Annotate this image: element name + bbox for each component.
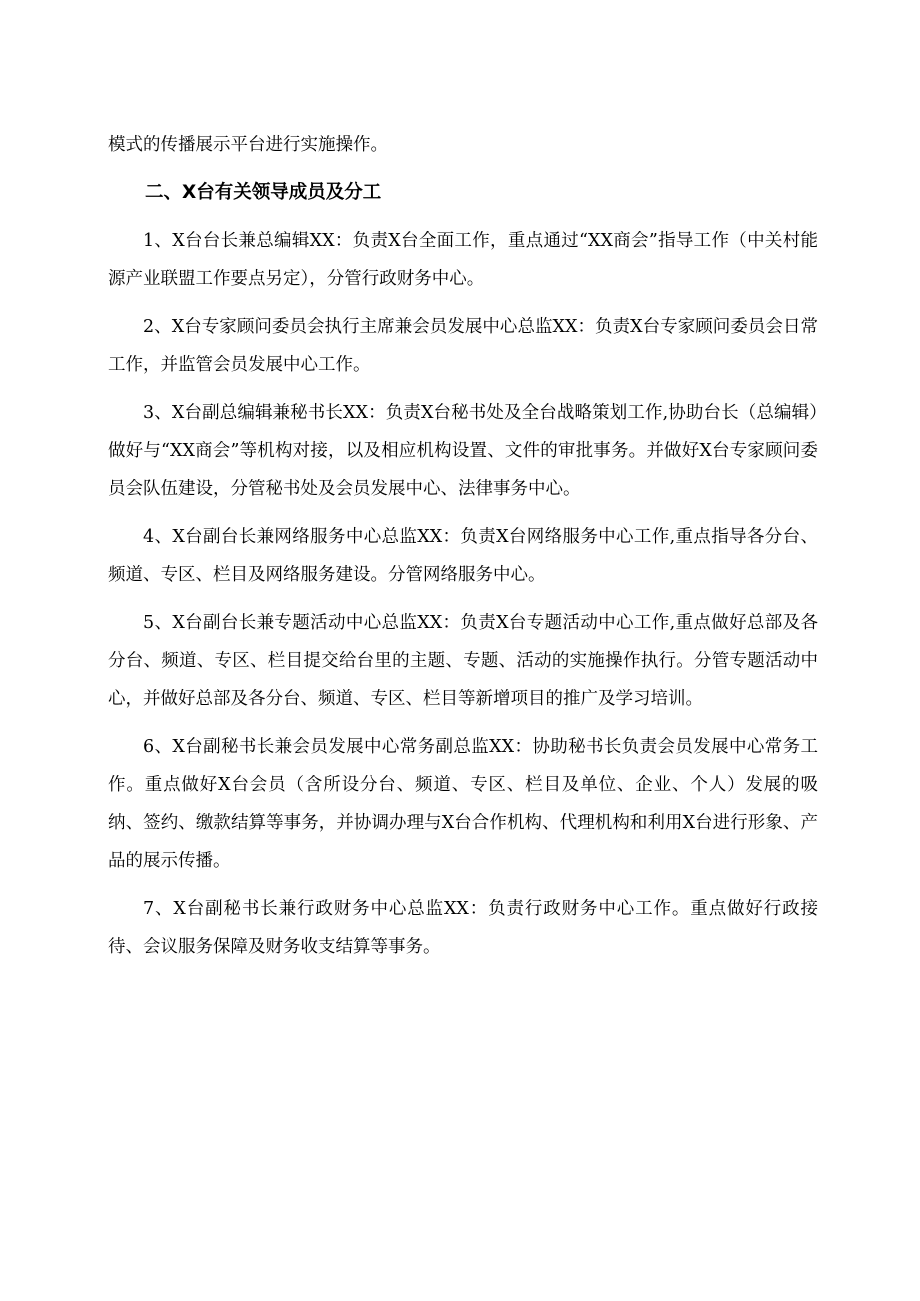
paragraph-1: 1、X台台长兼总编辑XX：负责X台全面工作，重点通过“XX商会”指导工作（中关村能源产业联盟工作要点另定），分管行政财务中心。 [108,231,818,289]
intro-continuation: 模式的传播展示平台进行实施操作。 [108,135,388,155]
document-body [108,126,818,976]
paragraph-3: 3、X台副总编辑兼秘书长XX：负责X台秘书处及全台战略策划工作,协助台长（总编辑）做好与“XX商会”等机构对接，以及相应机构设置、文件的审批事务。并做好X台专家顾问委员会队伍建设，分管秘书处及会员发展中心、法律事务中心。 [108,403,818,499]
paragraph-7: 7、X台副秘书长兼行政财务中心总监XX：负责行政财务中心工作。重点做好行政接待、会议服务保障及财务收支结算等事务。 [108,899,818,957]
section-heading: 二、X台有关领导成员及分工 [145,182,382,203]
paragraph-6: 6、X台副秘书长兼会员发展中心常务副总监XX：协助秘书长负责会员发展中心常务工作。重点做好X台会员（含所设分台、频道、专区、栏目及单位、企业、个人）发展的吸纳、签约、缴款结算等事务，并协调办理与X台合作机构、代理机构和利用X台进行形象、产品的展示传播。 [108,737,818,871]
paragraph-5: 5、X台副台长兼专题活动中心总监XX：负责X台专题活动中心工作,重点做好总部及各分台、频道、专区、栏目提交给台里的主题、专题、活动的实施操作执行。分管专题活动中心，并做好总部及各分台、频道、专区、栏目等新增项目的推广及学习培训。 [108,613,818,709]
paragraph-4: 4、X台副台长兼网络服务中心总监XX：负责X台网络服务中心工作,重点指导各分台、频道、专区、栏目及网络服务建设。分管网络服务中心。 [108,527,818,585]
paragraph-2: 2、X台专家顾问委员会执行主席兼会员发展中心总监XX：负责X台专家顾问委员会日常工作，并监管会员发展中心工作。 [108,317,818,375]
